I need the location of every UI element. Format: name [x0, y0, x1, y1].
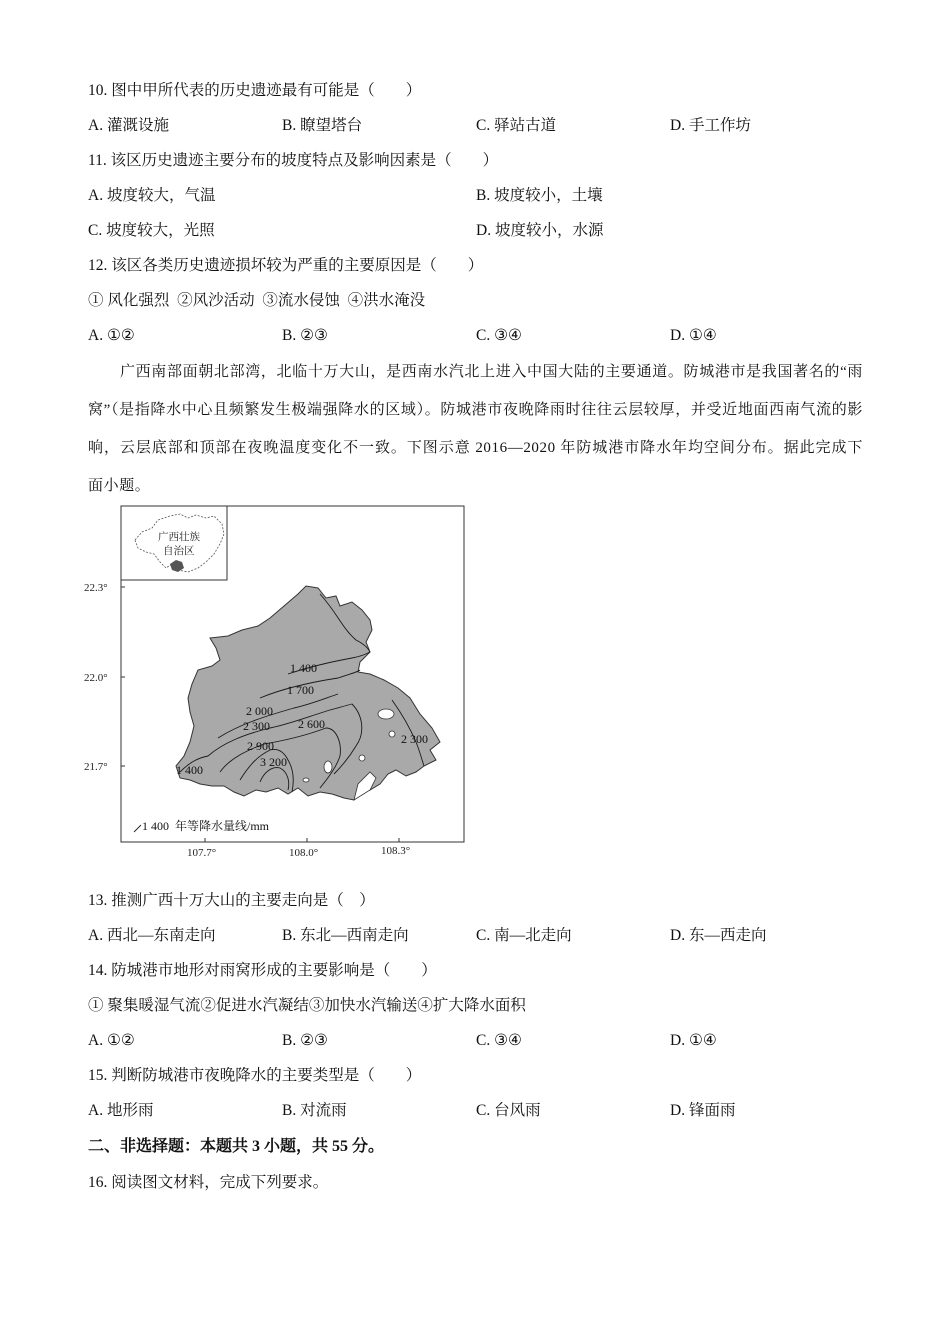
q12-option-d: D. ①④: [670, 327, 717, 344]
lon-label-108-0: 108.0°: [289, 847, 319, 859]
q15-option-c: C. 台风雨: [476, 1102, 541, 1119]
section-2-heading: 二、非选择题：本题共 3 小题，共 55 分。: [88, 1138, 385, 1155]
q14-option-a: A. ①②: [88, 1032, 135, 1049]
lon-label-108-3: 108.3°: [381, 845, 411, 857]
q12-statements: ① 风化强烈 ②风沙活动 ③流水侵蚀 ④洪水淹没: [88, 292, 426, 309]
q11-option-d: D. 坡度较小，水源: [476, 222, 604, 239]
precipitation-map-figure: [80, 502, 470, 864]
q15-option-a: A. 地形雨: [88, 1102, 154, 1119]
isohyet-label-2300: 2 300: [243, 719, 270, 733]
q11-option-b: B. 坡度较小，土壤: [476, 187, 603, 204]
lake-2: [389, 731, 395, 737]
q10-option-d: D. 手工作坊: [670, 117, 751, 134]
lake-3: [324, 761, 332, 773]
lat-label-21-7: 21.7°: [84, 761, 108, 773]
lake-1: [378, 709, 394, 719]
question-15-stem: 15. 判断防城港市夜晚降水的主要类型是（ ）: [88, 1067, 422, 1084]
isohyet-label-2300-east: 2 300: [401, 732, 428, 746]
q11-option-c: C. 坡度较大，光照: [88, 222, 215, 239]
legend-line-icon: [134, 825, 141, 832]
q14-option-b: B. ②③: [282, 1032, 328, 1049]
isohyet-label-2600: 2 600: [298, 717, 325, 731]
lake-4: [359, 755, 365, 761]
q11-option-a: A. 坡度较大，气温: [88, 187, 216, 204]
question-13-stem: 13. 推测广西十万大山的主要走向是（ ）: [88, 892, 375, 909]
inset-label-line2: 自治区: [163, 545, 195, 557]
q13-option-c: C. 南—北走向: [476, 927, 572, 944]
isohyet-label-1400-west: 1 400: [176, 763, 203, 777]
isohyet-label-2000: 2 000: [246, 704, 273, 718]
lon-label-107-7: 107.7°: [187, 847, 217, 859]
q12-option-b: B. ②③: [282, 327, 328, 344]
precipitation-map: [80, 502, 470, 864]
q13-option-a: A. 西北—东南走向: [88, 927, 216, 944]
map-legend: 1 400 年等降水量线/mm: [142, 819, 270, 833]
isohyet-label-3200: 3 200: [260, 755, 287, 769]
q14-option-c: C. ③④: [476, 1032, 522, 1049]
q10-option-a: A. 灌溉设施: [88, 117, 169, 134]
lat-label-22-0: 22.0°: [84, 672, 108, 684]
isohyet-label-1400: 1 400: [290, 661, 317, 675]
q14-option-d: D. ①④: [670, 1032, 717, 1049]
isohyet-label-2900: 2 900: [247, 739, 274, 753]
q13-option-d: D. 东—西走向: [670, 927, 767, 944]
question-11-stem: 11. 该区历史遗迹主要分布的坡度特点及影响因素是（ ）: [88, 152, 499, 169]
lake-5: [303, 778, 309, 782]
isohyet-label-1700: 1 700: [287, 683, 314, 697]
question-14-stem: 14. 防城港市地形对雨窝形成的主要影响是（ ）: [88, 962, 437, 979]
q13-option-b: B. 东北—西南走向: [282, 927, 409, 944]
q10-option-c: C. 驿站古道: [476, 117, 557, 134]
inset-label-line1: 广西壮族: [158, 531, 200, 543]
q12-option-c: C. ③④: [476, 327, 522, 344]
question-16-stem: 16. 阅读图文材料，完成下列要求。: [88, 1174, 329, 1191]
q14-statements: ① 聚集暖湿气流②促进水汽凝结③加快水汽输送④扩大降水面积: [88, 997, 526, 1014]
lat-label-22-3: 22.3°: [84, 582, 108, 594]
q15-option-b: B. 对流雨: [282, 1102, 347, 1119]
q12-option-a: A. ①②: [88, 327, 135, 344]
question-12-stem: 12. 该区各类历史遗迹损坏较为严重的主要原因是（ ）: [88, 257, 484, 274]
q15-option-d: D. 锋面雨: [670, 1102, 736, 1119]
q10-option-b: B. 瞭望塔台: [282, 117, 363, 134]
question-10-stem: 10. 图中甲所代表的历史遗迹最有可能是（ ）: [88, 82, 422, 99]
reading-passage: 广西南部面朝北部湾，北临十万大山，是西南水汽北上进入中国大陆的主要通道。防城港市是我国著名的“雨窝”（是指降水中心且频繁发生极端强降水的区域）。防城港市夜晚降雨时往往云层较厚，并受近地面西南气流的影响，云层底部和顶部在夜晚温度变化不一致。下图示意 2016—2020 年防城港市降水年均空间分布。据此完成下面小题。: [88, 364, 863, 494]
